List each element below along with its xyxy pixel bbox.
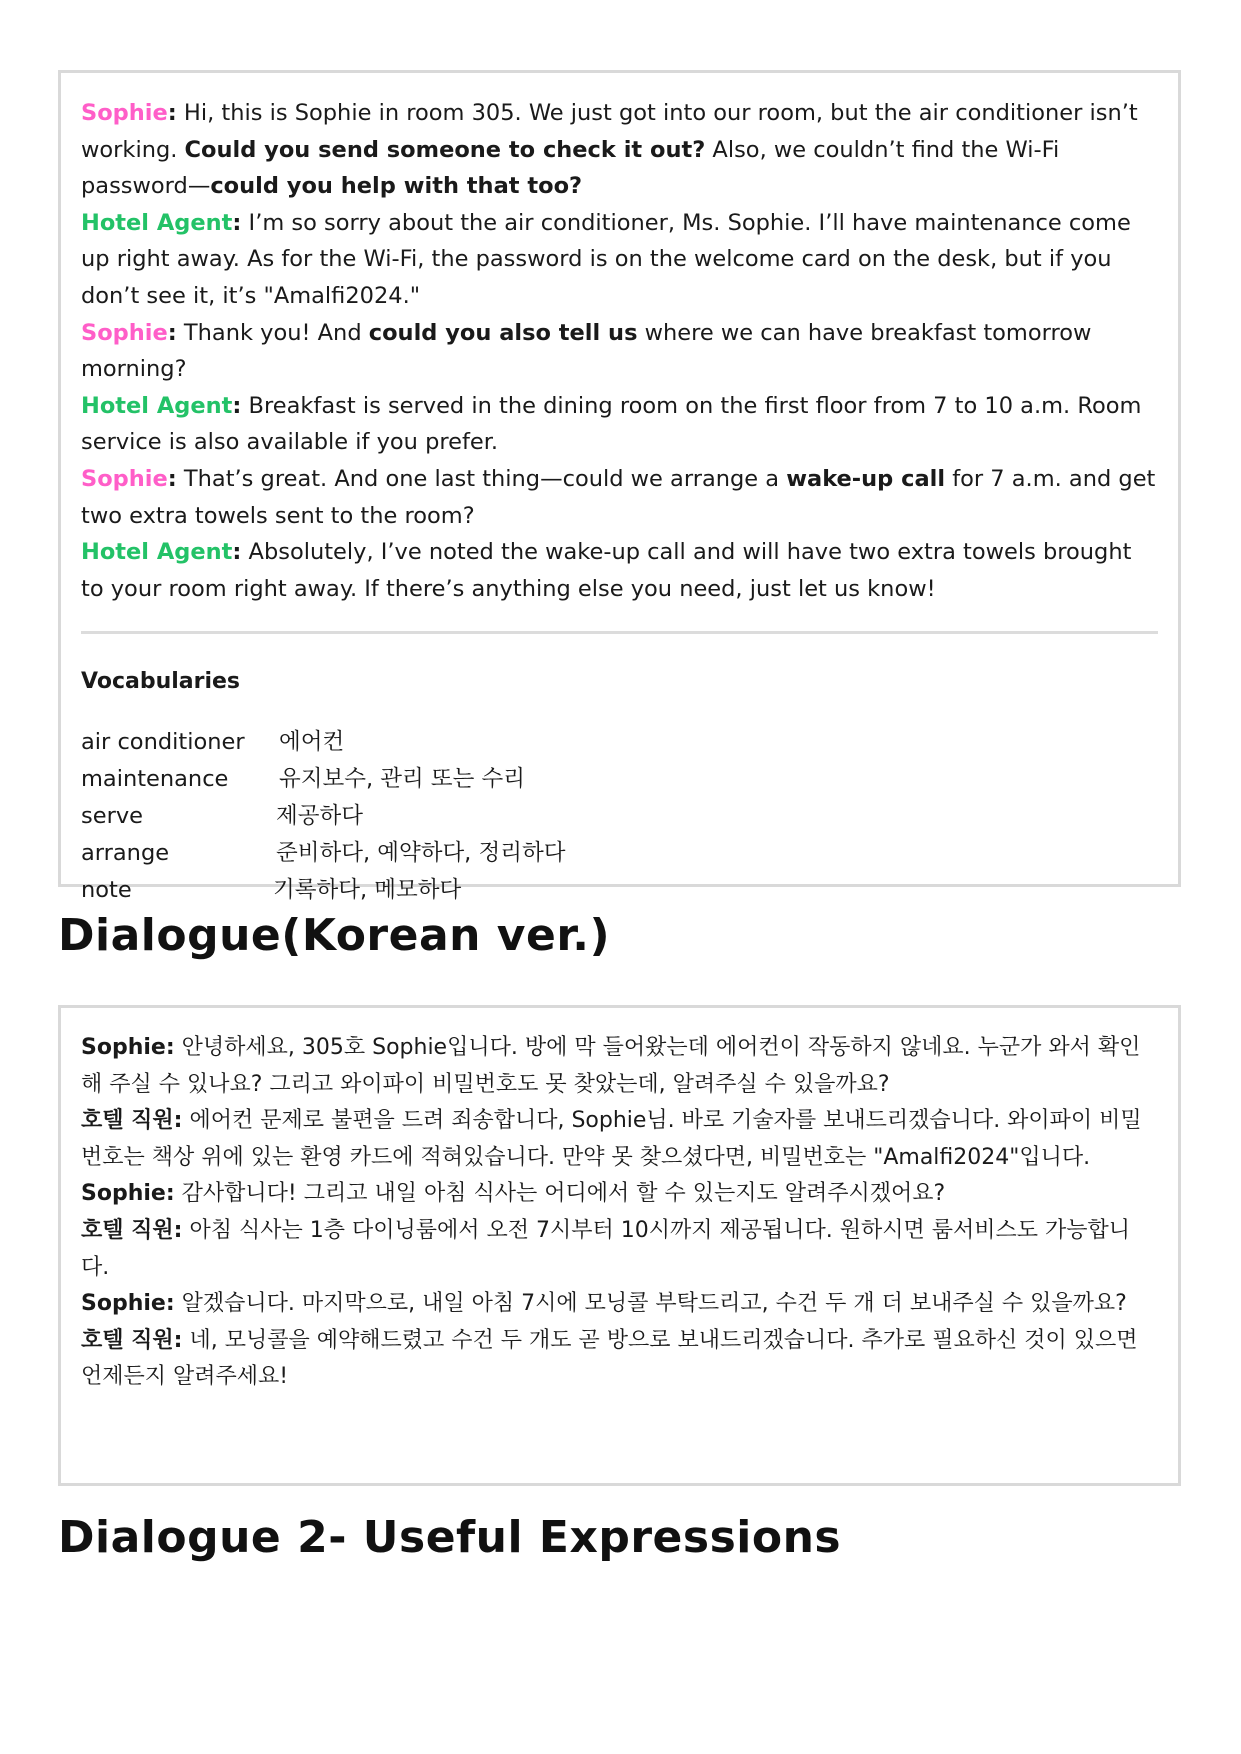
speaker-name: Sophie xyxy=(81,100,168,126)
speaker-name: Sophie xyxy=(81,319,168,346)
vocabulary-definition: 기록하다, 메모하다 xyxy=(273,877,462,904)
key-expression: could you help with that too? xyxy=(210,173,583,200)
english-dialogue-box xyxy=(58,70,1181,904)
dialogue-text: Thank you! And xyxy=(176,319,369,346)
korean-dialogue-heading: Dialogue(Korean ver.) xyxy=(58,910,611,961)
vocabulary-row xyxy=(81,724,1158,761)
korean-dialogue-line xyxy=(81,1286,1158,1323)
dialogue-text: 알겠습니다. 마지막으로, 내일 아침 7시에 모닝콜 부탁드리고, 수건 두 개 더 보내주실 수 있을까요? xyxy=(174,1291,1127,1317)
dialogue-text: 에어컨 문제로 불편을 드려 죄송합니다, Sophie님. 바로 기술자를 보내드리겠습니다. 와이파이 비밀번호는 책상 위에 있는 환영 카드에 적혀있습니다. 만약 못 찾으셨다면, 비밀번호는 "Amalfi2024"입니다. xyxy=(81,1108,1142,1170)
dialogue-text: 네, 모닝콜을 예약해드렸고 수건 두 개도 곧 방으로 보내드리겠습니다. 추가로 필요하신 것이 있으면 언제든지 알려주세요! xyxy=(81,1327,1145,1390)
korean-dialogue-lines xyxy=(81,1030,1158,1396)
vocabulary-definition: 에어컨 xyxy=(279,729,345,756)
speaker-name: Sophie: xyxy=(81,1035,175,1060)
vocabulary-term: arrange xyxy=(81,840,170,867)
speaker-name: Sophie: xyxy=(81,1181,175,1207)
key-expression: could you also tell us xyxy=(368,319,638,346)
dialogue-line xyxy=(81,315,1158,388)
dialogue-line xyxy=(81,95,1158,205)
speaker-name: Hotel Agent xyxy=(81,392,233,419)
korean-dialogue-box xyxy=(58,1005,1181,1486)
speaker-name: 호텔 직원: xyxy=(81,1327,183,1353)
dialogue-line xyxy=(81,534,1158,607)
vocabulary-term: maintenance xyxy=(81,766,229,793)
vocabulary-term: serve xyxy=(81,803,143,830)
dialogue-line xyxy=(81,461,1163,534)
korean-dialogue-line xyxy=(81,1213,1158,1286)
dialogue-text: 감사합니다! 그리고 내일 아침 식사는 어디에서 할 수 있는지도 알려주시겠어요? xyxy=(174,1181,946,1207)
korean-dialogue-line xyxy=(81,1323,1158,1396)
speaker-colon: : xyxy=(232,539,242,566)
dialogue-text: Breakfast is served in the dining room on the first floor from 7 to 10 a.m. Room service is also available if you prefer. xyxy=(81,392,1149,456)
key-expression: wake-up call xyxy=(786,465,946,492)
divider xyxy=(81,631,1158,634)
dialogue-text: where we can have breakfast tomorrow morning? xyxy=(81,319,1099,383)
speaker-colon: : xyxy=(167,319,177,346)
dialogue-text: Hi, this is Sophie in room 305. We just got into our room, but the air conditioner isn’t working. xyxy=(81,100,1145,163)
speaker-name: Hotel Agent xyxy=(81,539,233,566)
dialogue-text: That’s great. And one last thing—could we arrange a xyxy=(176,465,787,492)
vocabulary-term: air conditioner xyxy=(81,729,245,756)
speaker-colon: : xyxy=(232,392,242,419)
vocabulary-row xyxy=(81,798,1158,835)
dialogue-text: I’m so sorry about the air conditioner, Ms. Sophie. I’ll have maintenance come up right away. As for the Wi-Fi, the password is on the welcome card on the desk, but if you don’t see it, it’s "Amalfi2024." xyxy=(81,209,1138,309)
vocabulary-term: note xyxy=(81,877,132,904)
dialogue-line xyxy=(81,388,1158,461)
vocabulary-title: Vocabularies xyxy=(81,669,241,695)
speaker-name: 호텔 직원: xyxy=(81,1217,183,1243)
vocabulary-definition: 유지보수, 관리 또는 수리 xyxy=(279,766,525,793)
dialogue-text: Also, we couldn’t find the Wi-Fi password— xyxy=(81,136,1067,200)
vocabulary-row xyxy=(81,835,1158,872)
dialogue-text: 안녕하세요, 305호 Sophie입니다. 방에 막 들어왔는데 에어컨이 작동하지 않네요. 누군가 와서 확인해 주실 수 있나요? 그리고 와이파이 비밀번호도 못 찾았는데, 알려주실 수 있을까요? xyxy=(81,1035,1141,1097)
speaker-name: Sophie: xyxy=(81,1291,175,1317)
vocabulary-row xyxy=(81,761,1158,798)
dialogue-text: Absolutely, I’ve noted the wake-up call and will have two extra towels brought to your room right away. If there’s anything else you need, just let us know! xyxy=(81,539,1139,602)
vocabulary-definition: 제공하다 xyxy=(276,803,363,830)
dialogue-line xyxy=(81,205,1158,315)
korean-dialogue-line xyxy=(81,1176,1158,1213)
speaker-name: Hotel Agent xyxy=(81,209,233,236)
vocabulary-definition: 준비하다, 예약하다, 정리하다 xyxy=(276,840,566,867)
dialogue-2-heading: Dialogue 2- Useful Expressions xyxy=(58,1512,842,1563)
vocabulary-row xyxy=(81,872,1158,909)
key-expression: Could you send someone to check it out? xyxy=(184,136,706,163)
dialogue-text: for 7 a.m. and get two extra towels sent to the room? xyxy=(81,465,1163,529)
korean-dialogue-line xyxy=(81,1030,1158,1103)
dialogue-text: 아침 식사는 1층 다이닝룸에서 오전 7시부터 10시까지 제공됩니다. 원하시면 룸서비스도 가능합니다. xyxy=(81,1217,1130,1280)
speaker-colon: : xyxy=(167,100,177,126)
speaker-colon: : xyxy=(232,209,242,236)
speaker-colon: : xyxy=(167,465,177,492)
vocabulary-list xyxy=(81,724,1158,909)
speaker-name: Sophie xyxy=(81,465,168,492)
korean-dialogue-line xyxy=(81,1103,1158,1176)
dialogue-lines xyxy=(81,95,1163,607)
speaker-name: 호텔 직원: xyxy=(81,1108,183,1134)
